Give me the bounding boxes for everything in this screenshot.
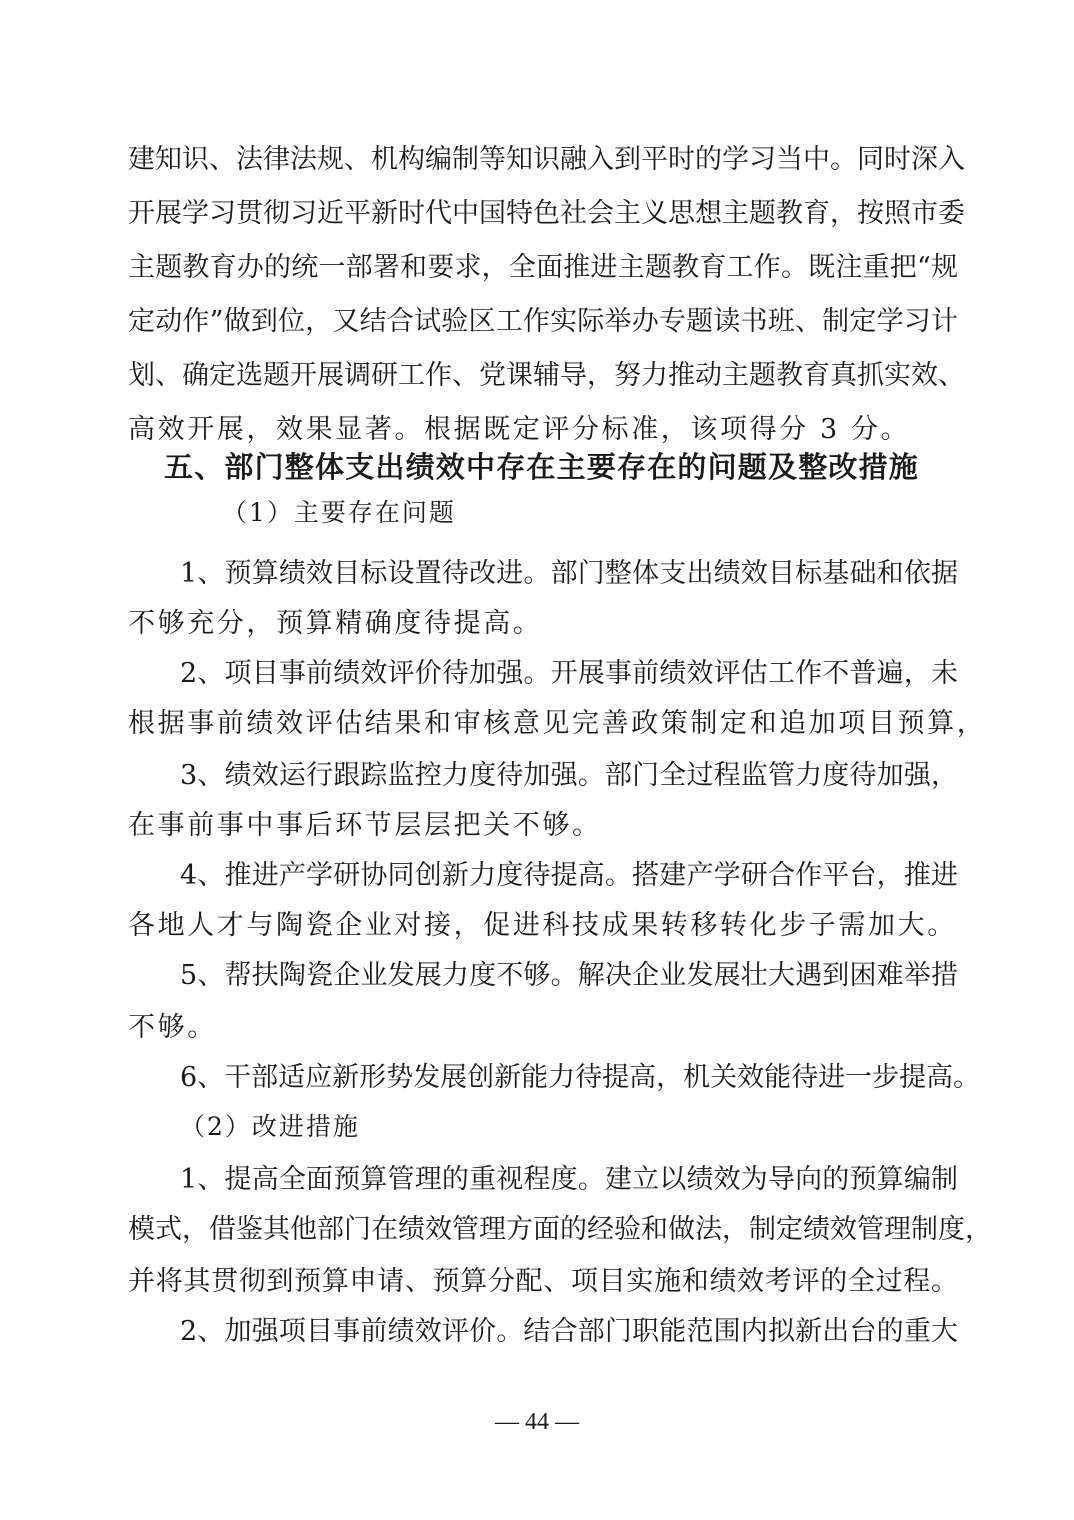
- problem-line-10: 不够。: [128, 1012, 217, 1043]
- problem-line-3: 2、项目事前绩效评价待加强。开展事前绩效评估工作不普遍，未: [180, 658, 958, 689]
- measure-line-4: 2、加强项目事前绩效评价。结合部门职能范围内拟新出台的重大: [180, 1316, 958, 1347]
- problem-line-8: 各地人才与陶瓷企业对接，促进科技成果转移转化步子需加大。: [128, 910, 957, 941]
- measure-line-1: 1、提高全面预算管理的重视程度。建立以绩效为导向的预算编制: [180, 1164, 958, 1195]
- sub-heading-problems: （1）主要存在问题: [222, 498, 456, 527]
- intro-line-5: 划、确定选题开展调研工作、党课辅导，努力推动主题教育真抓实效、: [128, 360, 965, 391]
- problem-line-4: 根据事前绩效评估结果和审核意见完善政策制定和追加项目预算，: [128, 708, 987, 739]
- intro-line-6: 高效开展，效果显著。根据既定评分标准，该项得分 3 分。: [128, 414, 911, 445]
- problem-line-1: 1、预算绩效目标设置待改进。部门整体支出绩效目标基础和依据: [180, 558, 958, 589]
- problem-line-6: 在事前事中事后环节层层把关不够。: [128, 810, 602, 841]
- problem-line-9: 5、帮扶陶瓷企业发展力度不够。解决企业发展壮大遇到困难举措: [180, 960, 958, 991]
- problem-line-2: 不够充分，预算精确度待提高。: [128, 608, 543, 639]
- page-number: — 44 —: [495, 1409, 579, 1435]
- intro-line-4: 定动作”做到位，又结合试验区工作实际举办专题读书班、制定学习计: [128, 306, 958, 337]
- problem-line-5: 3、绩效运行跟踪监控力度待加强。部门全过程监管力度待加强，: [180, 760, 958, 791]
- measure-line-2: 模式，借鉴其他部门在绩效管理方面的经验和做法，制定绩效管理制度，: [128, 1214, 992, 1245]
- problem-line-7: 4、推进产学研协同创新力度待提高。搭建产学研合作平台，推进: [180, 860, 958, 891]
- intro-line-1: 建知识、法律法规、机构编制等知识融入到平时的学习当中。同时深入: [128, 144, 965, 175]
- problem-line-11: 6、干部适应新形势发展创新能力待提高，机关效能待进一步提高。: [180, 1062, 981, 1093]
- sub-heading-measures: （2）改进措施: [180, 1112, 360, 1141]
- intro-line-2: 开展学习贯彻习近平新时代中国特色社会主义思想主题教育，按照市委: [128, 198, 965, 229]
- measure-line-3: 并将其贯彻到预算申请、预算分配、项目实施和绩效考评的全过程。: [128, 1266, 958, 1297]
- intro-line-3: 主题教育办的统一部署和要求，全面推进主题教育工作。既注重把“规: [128, 252, 958, 283]
- section-heading: 五、部门整体支出绩效中存在主要存在的问题及整改措施: [164, 450, 920, 484]
